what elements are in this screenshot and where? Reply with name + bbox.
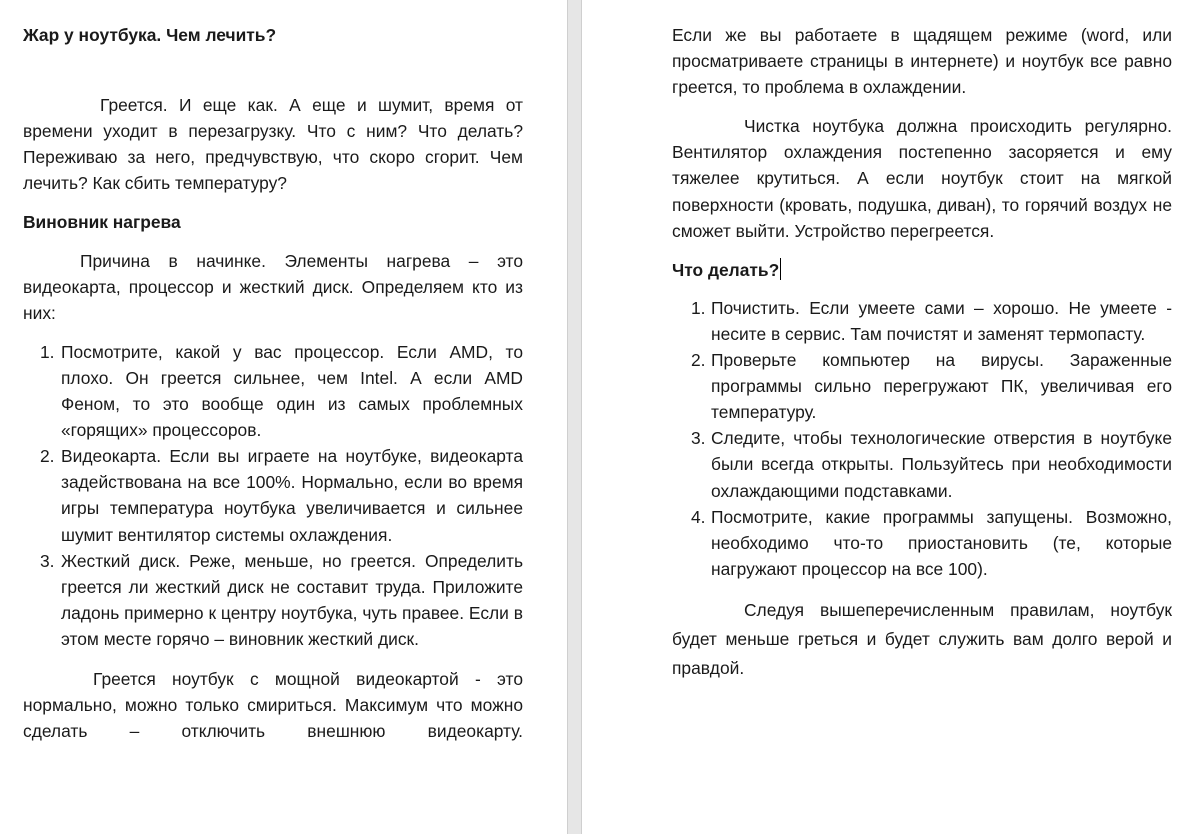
list-number: 3. bbox=[40, 550, 55, 571]
list-item-text: Посмотрите, какие программы запущены. Возможно, необходимо что-то приостановить (те, которые нагружают процессор на все 100). bbox=[711, 506, 1172, 579]
list-item-text: Жесткий диск. Реже, меньше, но греется. Определить греется ли жесткий диск не составит труда. Приложите ладонь примерно к центру ноутбука, чуть правее. Если в этом месте горячо – виновник жесткий диск. bbox=[61, 550, 523, 649]
videocard-paragraph: Греется ноутбук с мощной видеокартой - это нормально, можно только смириться. Максимум что можно сделать – отключить внешнюю видеокарту. bbox=[23, 668, 523, 742]
list-number: 2. bbox=[691, 350, 706, 371]
list-number: 1. bbox=[691, 297, 706, 318]
list-item-text: Посмотрите, какой у вас процессор. Если AMD, то плохо. Он греется сильнее, чем Intel. А если AMD Феном, то это вообще один из самых проблемных «горящих» процессоров. bbox=[61, 341, 523, 441]
culprit-list bbox=[23, 339, 523, 652]
page-gutter bbox=[567, 0, 582, 834]
list-number: 2. bbox=[40, 446, 55, 467]
culprit-paragraph: Причина в начинке. Элементы нагрева – это видеокарта, процессор и жесткий диск. Определяем кто из них: bbox=[23, 250, 523, 323]
list-item-text: Почистить. Если умеете сами – хорошо. Не умеете - несите в сервис. Там почистят и заменят термопасту. bbox=[711, 297, 1172, 344]
cooling-paragraph: Если же вы работаете в щадящем режиме (word, или просматриваете страницы в интернете) и ноутбук все равно греется, то проблема в охлаждении. bbox=[672, 25, 1172, 98]
list-number: 4. bbox=[691, 506, 706, 527]
cleaning-paragraph: Чистка ноутбука должна происходить регулярно. Вентилятор охлаждения постепенно засоряется и ему тяжелее крутиться. А если ноутбук стоит на мягкой поверхности (кровать, подушка, диван), то горячий воздух не сможет выйти. Устройство перегреется. bbox=[672, 116, 1172, 241]
list-item bbox=[672, 347, 1172, 425]
list-item bbox=[672, 425, 1172, 503]
list-item bbox=[23, 443, 523, 547]
left-text-column bbox=[23, 22, 523, 757]
left-page[interactable] bbox=[0, 0, 567, 834]
actions-list bbox=[672, 295, 1172, 582]
list-item-text: Следите, чтобы технологические отверстия в ноутбуке были всегда открыты. Пользуйтесь при необходимости охлаждающими подставками. bbox=[711, 428, 1172, 501]
conclusion-paragraph: Следуя вышеперечисленным правилам, ноутбук будет меньше греться и будет служить вам долго верой и правдой. bbox=[672, 599, 1172, 678]
list-item bbox=[23, 548, 523, 652]
list-number: 3. bbox=[691, 428, 706, 449]
list-item bbox=[23, 339, 523, 443]
right-page[interactable] bbox=[582, 0, 1204, 834]
text-cursor bbox=[780, 258, 781, 280]
list-item-text: Проверьте компьютер на вирусы. Зараженные программы сильно перегружают ПК, увеличивая его температуру. bbox=[711, 350, 1172, 423]
what-to-do-heading-text: Что делать? bbox=[672, 259, 780, 280]
document-title: Жар у ноутбука. Чем лечить? bbox=[23, 25, 277, 45]
list-item bbox=[672, 504, 1172, 582]
list-item bbox=[672, 295, 1172, 347]
list-item-text: Видеокарта. Если вы играете на ноутбуке, видеокарта задействована на все 100%. Нормально, если во время игры температура ноутбука увеличивается и сильнее шумит вентилятор системы охлаждения. bbox=[61, 446, 523, 545]
list-number: 1. bbox=[40, 341, 55, 362]
intro-paragraph: Греется. И еще как. А еще и шумит, время от времени уходит в перезагрузку. Что с ним? Что делать? Переживаю за него, предчувствую, что скоро сгорит. Чем лечить? Как сбить температуру? bbox=[23, 95, 523, 194]
right-text-column bbox=[672, 22, 1172, 696]
section-heading-culprit: Виновник нагрева bbox=[23, 212, 181, 233]
section-heading-what-to-do bbox=[672, 257, 1172, 283]
